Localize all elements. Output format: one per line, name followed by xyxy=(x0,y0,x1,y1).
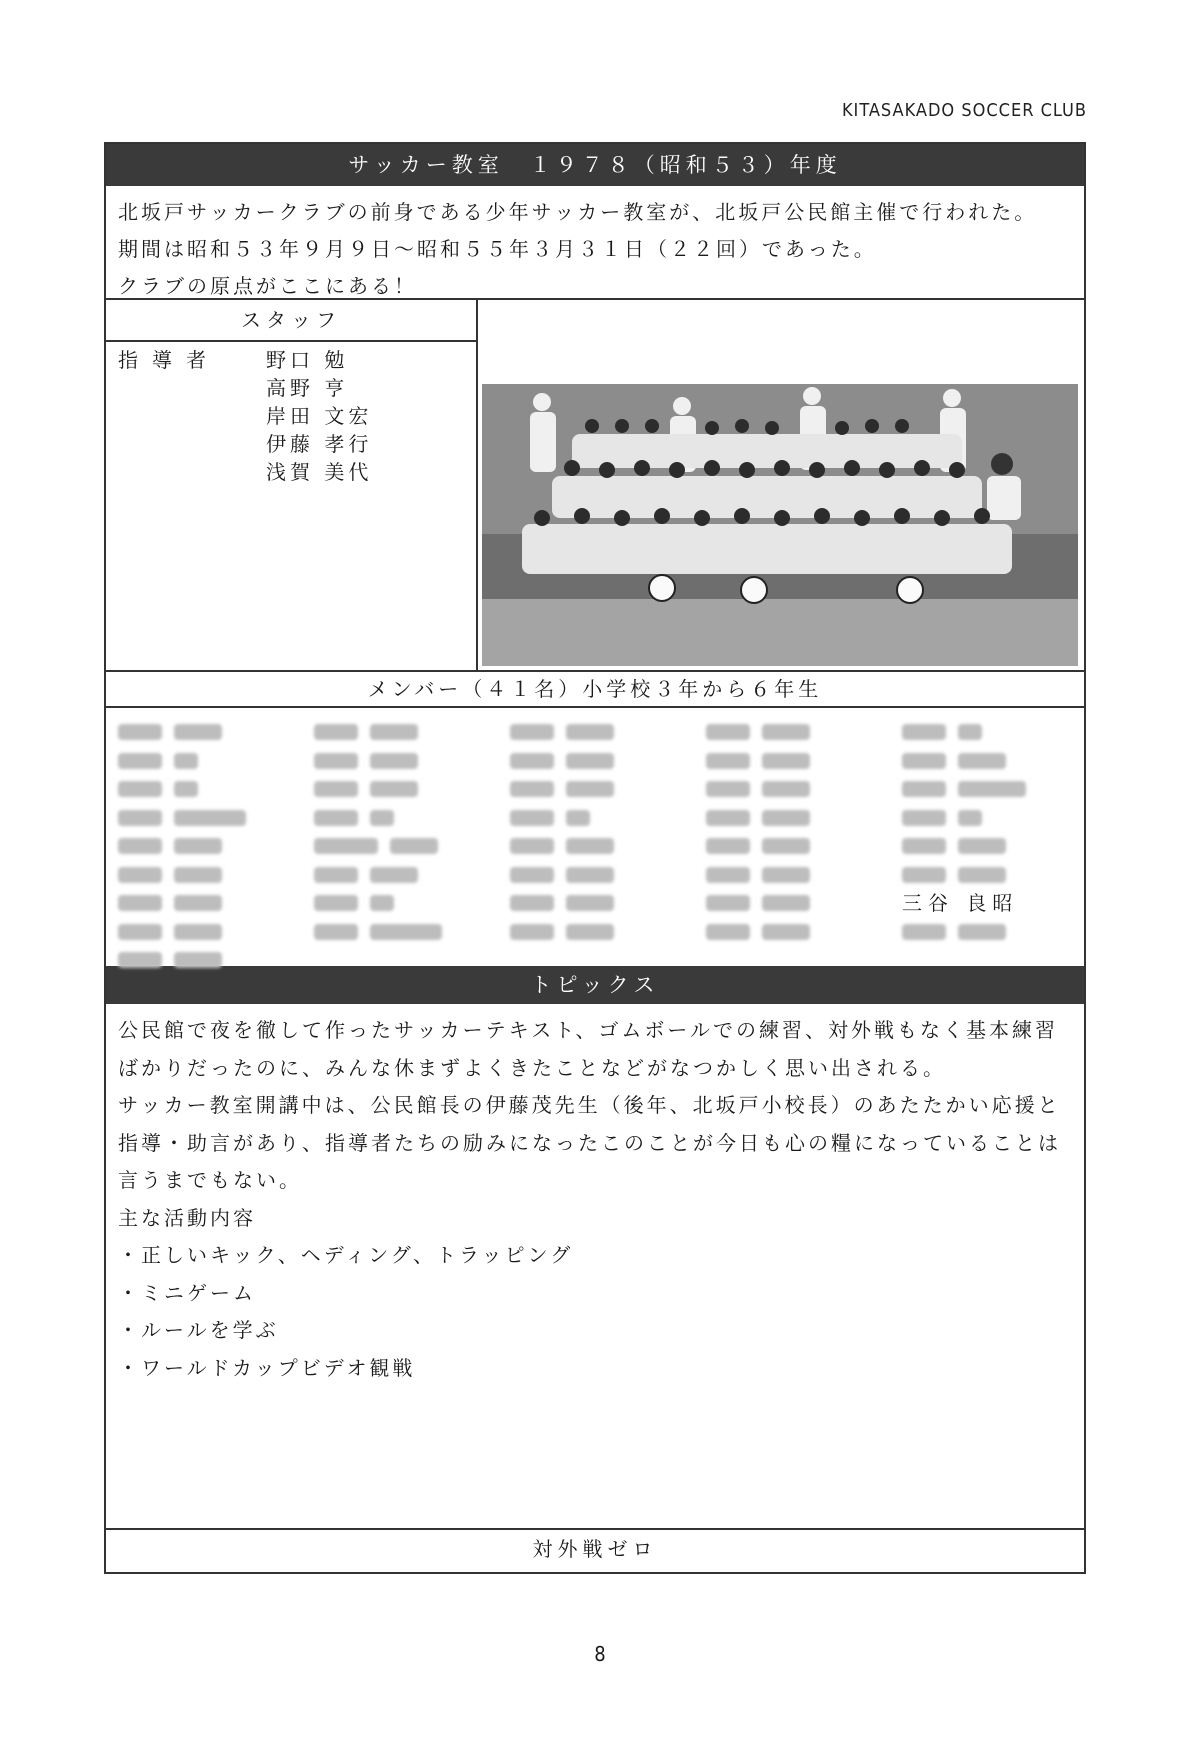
footer-bar: 対外戦ゼロ xyxy=(532,1537,658,1561)
document-frame xyxy=(104,142,1086,1574)
activity-item: ・ミニゲーム xyxy=(118,1280,256,1305)
photo-section xyxy=(478,300,1084,670)
redacted-name xyxy=(118,918,314,947)
topics-section xyxy=(106,1004,1084,1530)
activity-item: ・ルールを学ぶ xyxy=(118,1318,279,1342)
redacted-name xyxy=(706,889,902,918)
redacted-name xyxy=(902,718,1098,747)
redacted-name xyxy=(118,804,314,833)
staff-photo-row xyxy=(106,300,1084,672)
redacted-name xyxy=(118,861,314,890)
activities-title: 主な活動内容 xyxy=(118,1205,256,1230)
redacted-name xyxy=(510,889,706,918)
members-list xyxy=(106,708,1084,966)
redacted-name xyxy=(510,918,706,947)
activity-item: ・ワールドカップビデオ観戦 xyxy=(118,1355,416,1380)
topics-heading: トピックス xyxy=(106,966,1084,1004)
redacted-name xyxy=(706,918,902,947)
activity-item: ・正しいキック、ヘディング、トラッピング xyxy=(118,1243,574,1267)
redacted-name xyxy=(706,775,902,804)
staff-name: 伊藤 孝行 xyxy=(266,432,373,456)
member-name: 三谷 良昭 xyxy=(902,891,1019,915)
redacted-name xyxy=(902,918,1098,947)
members-heading: メンバー（４１名）小学校３年から６年生 xyxy=(106,672,1084,708)
redacted-name xyxy=(118,832,314,861)
topics-paragraph: サッカー教室開講中は、公民館長の伊藤茂先生（後年、北坂戸小校長）のあたたかい応援と指導・助言があり、指導者たちの励みになったこのことが今日も心の糧になっていることは言うまでもない。 xyxy=(118,1093,1061,1192)
redacted-name xyxy=(706,804,902,833)
redacted-name xyxy=(118,775,314,804)
redacted-name xyxy=(314,804,510,833)
redacted-name xyxy=(902,832,1098,861)
staff-heading: スタッフ xyxy=(106,300,476,342)
redacted-name xyxy=(510,775,706,804)
redacted-name xyxy=(902,775,1098,804)
redacted-name xyxy=(902,747,1098,776)
redacted-name xyxy=(510,747,706,776)
redacted-name xyxy=(118,889,314,918)
intro-line: 期間は昭和５３年９月９日～昭和５５年３月３１日（２２回）であった。 xyxy=(118,237,877,261)
redacted-name xyxy=(314,747,510,776)
staff-name: 高野 亨 xyxy=(266,376,349,400)
redacted-name xyxy=(314,832,510,861)
staff-name: 岸田 文宏 xyxy=(266,404,373,428)
redacted-name xyxy=(902,861,1098,890)
redacted-name xyxy=(118,718,314,747)
intro-line: クラブの原点がここにある！ xyxy=(118,274,417,298)
page-number: 8 xyxy=(594,1642,606,1666)
team-photo xyxy=(482,384,1078,666)
intro-section xyxy=(106,186,1084,300)
redacted-name xyxy=(706,718,902,747)
redacted-name xyxy=(510,804,706,833)
topics-paragraph: 公民館で夜を徹して作ったサッカーテキスト、ゴムボールでの練習、対外戦もなく基本練習ばかりだったのに、みんな休まずよくきたことなどがなつかしく思い出される。 xyxy=(118,1018,1058,1080)
staff-name: 野口 勉 xyxy=(266,348,349,372)
redacted-name xyxy=(706,832,902,861)
staff-name: 浅賀 美代 xyxy=(266,460,373,484)
redacted-name xyxy=(314,918,510,947)
title-bar: サッカー教室 １９７８（昭和５３）年度 xyxy=(106,144,1084,186)
staff-names xyxy=(266,346,372,486)
redacted-name xyxy=(314,861,510,890)
redacted-name xyxy=(118,946,314,975)
redacted-name xyxy=(510,718,706,747)
redacted-name xyxy=(314,775,510,804)
intro-line: 北坂戸サッカークラブの前身である少年サッカー教室が、北坂戸公民館主催で行われた。 xyxy=(118,200,1038,224)
redacted-name xyxy=(118,747,314,776)
redacted-name xyxy=(314,889,510,918)
redacted-name xyxy=(902,804,1098,833)
staff-role: 指導者 xyxy=(118,348,220,372)
club-name-header: KITASAKADO SOCCER CLUB xyxy=(841,100,1087,121)
redacted-name xyxy=(510,832,706,861)
redacted-name xyxy=(510,861,706,890)
redacted-name xyxy=(706,747,902,776)
redacted-name xyxy=(314,718,510,747)
redacted-name xyxy=(706,861,902,890)
staff-section xyxy=(106,300,478,670)
